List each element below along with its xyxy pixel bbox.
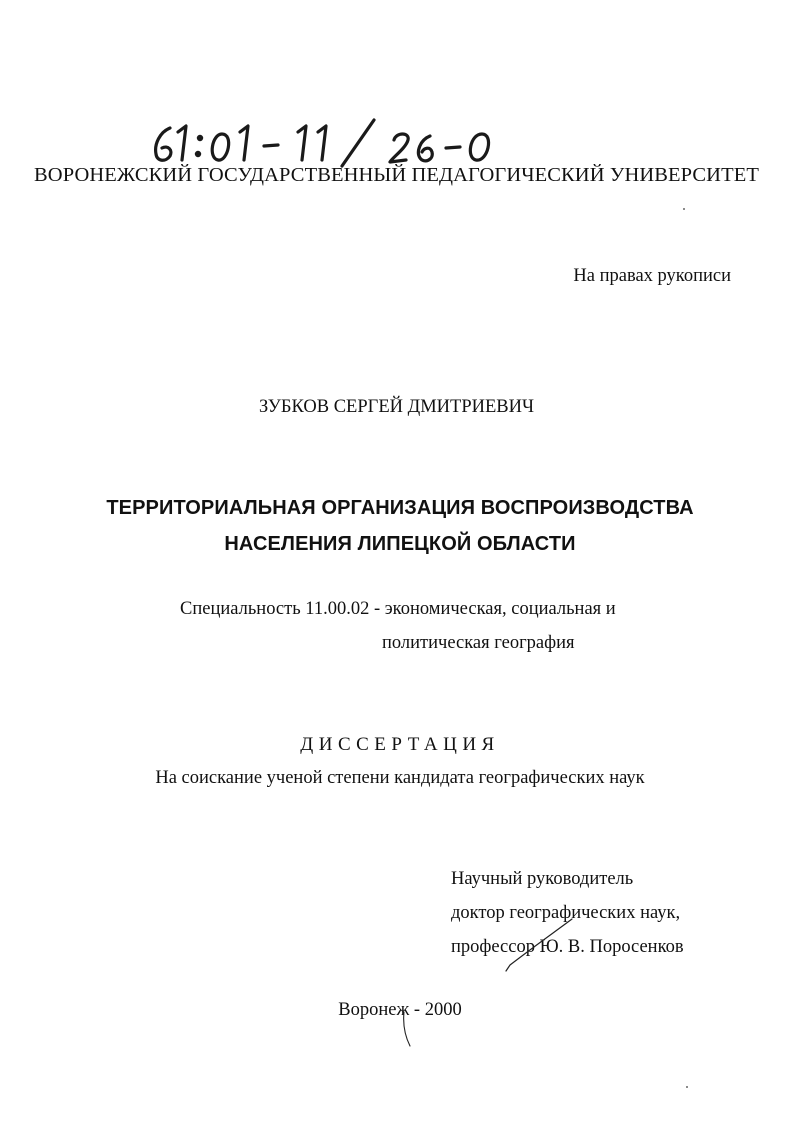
author-name: ЗУБКОВ СЕРГЕЙ ДМИТРИЕВИЧ <box>258 397 535 417</box>
dissertation-title-line-2: НАСЕЛЕНИЯ ЛИПЕЦКОЙ ОБЛАСТИ <box>224 533 576 555</box>
scan-speck <box>683 208 685 210</box>
handwritten-library-code <box>148 118 508 168</box>
supervisor-name: профессор Ю. В. Поросенков <box>451 937 684 957</box>
specialty-line-1: Специальность 11.00.02 - экономическая, социальная и <box>180 599 616 619</box>
document-type: ДИССЕРТАЦИЯ <box>300 734 500 755</box>
city-and-year: Воронеж - 2000 <box>338 1000 462 1020</box>
pen-mark <box>398 1010 418 1050</box>
scan-speck <box>686 1086 688 1088</box>
signature-stroke <box>496 915 576 975</box>
university-name: ВОРОНЕЖСКИЙ ГОСУДАРСТВЕННЫЙ ПЕДАГОГИЧЕСКИЙ УНИВЕРСИТЕТ <box>34 164 759 186</box>
manuscript-rights-note: На правах рукописи <box>573 266 731 286</box>
supervisor-label: Научный руководитель <box>451 869 634 889</box>
supervisor-degree: доктор географических наук, <box>451 903 681 923</box>
degree-statement: На соискание ученой степени кандидата географических наук <box>155 768 645 788</box>
dissertation-title-line-1: ТЕРРИТОРИАЛЬНАЯ ОРГАНИЗАЦИЯ ВОСПРОИЗВОДСТВА <box>106 497 694 519</box>
specialty-line-2: политическая география <box>382 633 575 653</box>
